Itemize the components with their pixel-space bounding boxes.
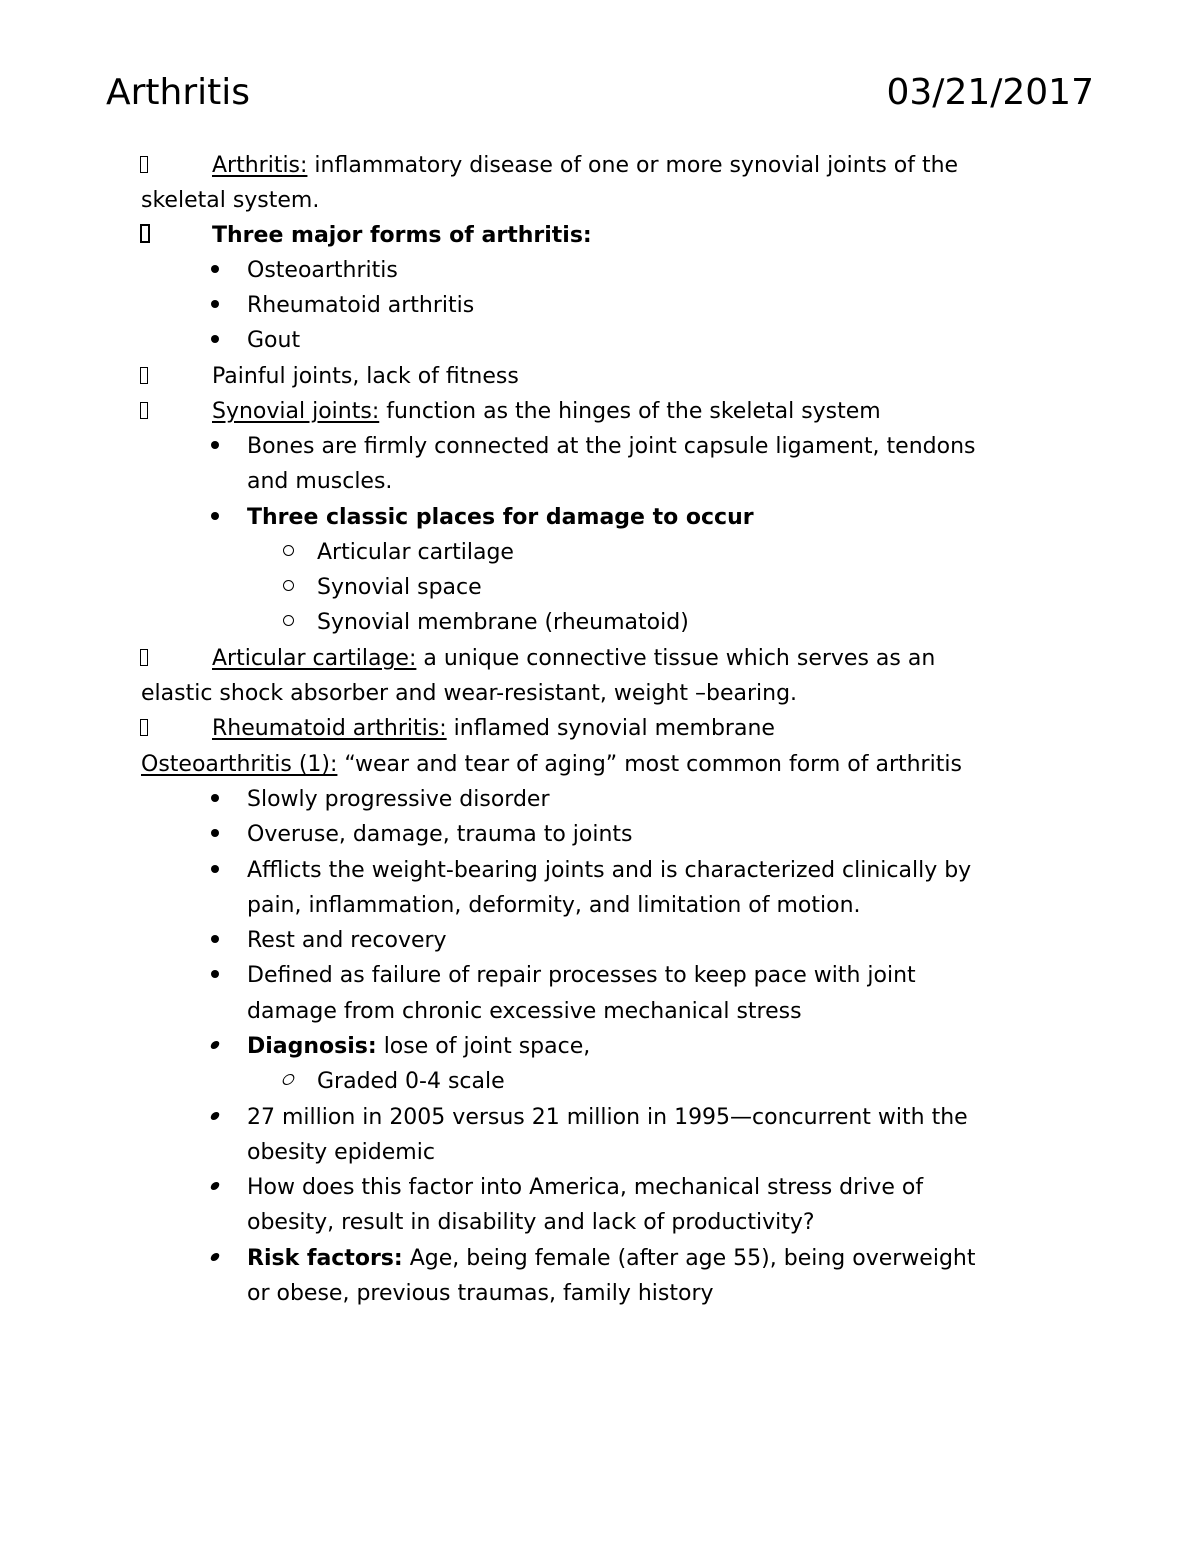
note-line	[212, 148, 958, 183]
line-text: lose of joint space,	[376, 1034, 591, 1059]
term-label: Arthritis:	[212, 153, 308, 178]
list-item-continued: or obese, previous traumas, family history	[247, 1281, 714, 1306]
bullet-circle-icon	[283, 535, 294, 570]
box-bullet-icon	[140, 359, 150, 394]
bullet-dot-icon	[211, 429, 219, 464]
list-item: Overuse, damage, trauma to joints	[247, 822, 633, 847]
note-line	[141, 747, 962, 782]
bullet-dot-icon	[211, 817, 219, 852]
list-item-continued: and muscles.	[247, 469, 393, 494]
list-item: Gout	[247, 328, 301, 353]
term-label: Risk factors:	[247, 1246, 403, 1271]
list-item: Bones are firmly connected at the joint capsule ligament, tendons	[247, 434, 976, 459]
bullet-circle-icon	[283, 1064, 294, 1099]
term-label: Synovial joints:	[212, 399, 380, 424]
bullet-dot-icon	[211, 958, 219, 993]
line-text: function as the hinges of the skeletal system	[379, 399, 881, 424]
sub-list-item: Graded 0-4 scale	[317, 1069, 505, 1094]
sub-list-item: Synovial membrane (rheumatoid)	[317, 610, 689, 635]
note-line	[212, 711, 775, 746]
bullet-dot-icon	[211, 923, 219, 958]
list-item	[247, 1241, 976, 1276]
line-text: a unique connective tissue which serves as an	[416, 646, 936, 671]
bullet-dot-icon	[211, 500, 219, 535]
line-text: “wear and tear of aging” most common form of arthritis	[337, 752, 962, 777]
bullet-dot-icon	[211, 1100, 219, 1135]
document-date: 03/21/2017	[886, 72, 1094, 113]
term-label: Osteoarthritis (1):	[141, 752, 338, 777]
bullet-dot-icon	[211, 288, 219, 323]
list-item: Rheumatoid arthritis	[247, 293, 475, 318]
box-bullet-icon	[140, 148, 150, 183]
list-item: How does this factor into America, mechanical stress drive of	[247, 1175, 924, 1200]
bullet-dot-icon	[211, 1241, 219, 1276]
list-item: 27 million in 2005 versus 21 million in 1995—concurrent with the	[247, 1105, 968, 1130]
sub-list-item: Synovial space	[317, 575, 482, 600]
list-item-continued: obesity, result in disability and lack of productivity?	[247, 1210, 815, 1235]
list-item	[247, 1029, 590, 1064]
bullet-dot-icon	[211, 782, 219, 817]
note-line	[212, 641, 935, 676]
bullet-circle-icon	[283, 570, 294, 605]
sub-list-item: Articular cartilage	[317, 540, 514, 565]
list-item: Afflicts the weight-bearing joints and is characterized clinically by	[247, 858, 972, 883]
bullet-circle-icon	[283, 605, 294, 640]
document-title: Arthritis	[106, 72, 251, 113]
box-bullet-icon	[140, 711, 150, 746]
bullet-dot-icon	[211, 323, 219, 358]
box-bullet-icon	[140, 641, 150, 676]
list-item: Defined as failure of repair processes to keep pace with joint	[247, 963, 916, 988]
list-item-continued: damage from chronic excessive mechanical stress	[247, 999, 802, 1024]
section-heading: Three major forms of arthritis:	[212, 223, 592, 248]
list-item-continued: obesity epidemic	[247, 1140, 435, 1165]
term-label: Articular cartilage:	[212, 646, 417, 671]
line-text: inflammatory disease of one or more synovial joints of the	[307, 153, 959, 178]
note-line: elastic shock absorber and wear-resistant, weight –bearing.	[141, 681, 798, 706]
note-line: Painful joints, lack of fitness	[212, 364, 519, 389]
list-item: Rest and recovery	[247, 928, 447, 953]
box-bullet-icon	[140, 218, 150, 253]
list-item-continued: pain, inflammation, deformity, and limitation of motion.	[247, 893, 861, 918]
bullet-dot-icon	[211, 1029, 219, 1064]
box-bullet-icon	[140, 394, 150, 429]
list-item: Three classic places for damage to occur	[247, 505, 754, 530]
note-line	[212, 394, 881, 429]
term-label: Diagnosis:	[247, 1034, 377, 1059]
bullet-dot-icon	[211, 853, 219, 888]
line-text: inflamed synovial membrane	[446, 716, 775, 741]
bullet-dot-icon	[211, 1170, 219, 1205]
list-item: Osteoarthritis	[247, 258, 398, 283]
line-text: skeletal system.	[141, 188, 320, 213]
term-label: Rheumatoid arthritis:	[212, 716, 447, 741]
list-item: Slowly progressive disorder	[247, 787, 550, 812]
note-line	[141, 183, 319, 218]
bullet-dot-icon	[211, 253, 219, 288]
line-text: Age, being female (after age 55), being overweight	[402, 1246, 976, 1271]
